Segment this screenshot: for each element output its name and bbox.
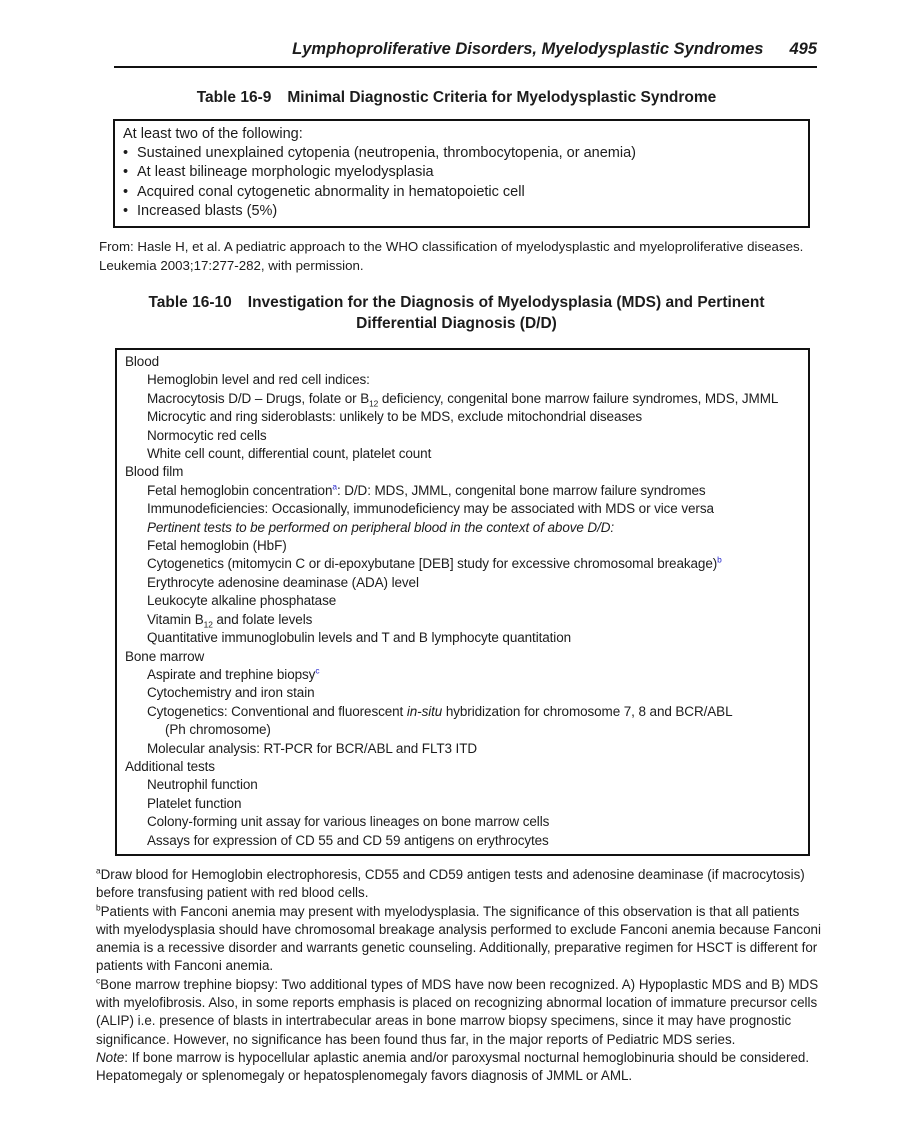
footnote-line: with myelofibrosis. Also, in some reports emphasis is placed on recognizing abnormal location of immature precursor cells: [96, 995, 818, 1011]
table-16-9-caption: [96, 87, 817, 108]
investigation-line: Vitamin $B_{12}$ and folate levels: [147, 611, 313, 630]
criteria-item-text: At least bilineage morphologic myelodysplasia: [137, 164, 434, 181]
investigation-line: Blood film: [125, 464, 184, 480]
investigation-line: Fetal hemoglobin (HbF): [147, 538, 287, 554]
criteria-item-text: Sustained unexplained cytopenia (neutropenia, thrombocytopenia, or anemia): [137, 145, 636, 162]
superscript-marker: b: [96, 902, 101, 913]
criteria-item: [123, 163, 800, 182]
bullet-icon: •: [123, 183, 129, 200]
investigation-line: Cytochemistry and iron stain: [147, 685, 315, 701]
investigation-line: Blood: [125, 354, 160, 370]
superscript-marker: a: [332, 481, 337, 492]
superscript-marker: c: [96, 975, 101, 986]
investigation-line: Assays for expression of CD 55 and CD 59 antigens on erythrocytes: [147, 832, 549, 848]
investigation-line: Pertinent tests to be performed on peripheral blood in the context of above D/D:: [147, 519, 615, 535]
criteria-item-text: Increased blasts (5%): [137, 202, 278, 219]
investigation-line: (Ph chromosome): [165, 722, 271, 738]
footnote-line: (ALIP) i.e. presence of blasts in intertrabecular areas in bone marrow biopsy specimens, since it may have prognostic: [96, 1013, 792, 1029]
source-citation-line: Leukemia 2003;17:277-282, with permission.: [99, 258, 364, 274]
criteria-item: [123, 183, 800, 202]
bullet-icon: •: [123, 202, 129, 219]
italic-text: Note: [96, 1049, 125, 1065]
page-number: 495: [789, 40, 817, 58]
criteria-item-list: [123, 144, 800, 221]
investigation-line: Leukocyte alkaline phosphatase: [147, 593, 337, 609]
bullet-icon: •: [123, 145, 129, 162]
footnote-line: before transfusing patient with red blood cells.: [96, 885, 369, 901]
caption-label: Table 16-9: [196, 89, 272, 106]
caption-label: Table 16-10: [148, 294, 232, 312]
investigation-line: Erythrocyte adenosine deaminase (ADA) level: [147, 574, 419, 590]
investigation-line: Normocytic red cells: [147, 427, 267, 443]
investigation-line: Bone marrow: [125, 648, 205, 664]
investigation-line: Immunodeficiencies: Occasionally, immunodeficiency may be associated with MDS or vice versa: [147, 501, 714, 517]
superscript-marker: a: [96, 865, 101, 876]
investigation-line: Quantitative immunoglobulin levels and T and B lymphocyte quantitation: [147, 630, 572, 646]
footnote-line: $^b$Patients with Fanconi anemia may present with myelodysplasia. The significance of this observation is that all patients: [96, 902, 800, 919]
criteria-intro: At least two of the following:: [123, 126, 303, 142]
footnote-line: Note: If bone marrow is hypocellular aplastic anemia and/or paroxysmal nocturnal hemoglobinuria should be considered.: [96, 1049, 810, 1065]
investigation-line: Aspirate and trephine biopsy$^c$: [147, 665, 320, 682]
investigation-line: Macrocytosis D/D – Drugs, folate or $B_{12}$ deficiency, congenital bone marrow failure syndromes, MDS, JMML: [147, 390, 779, 409]
investigation-line: Hemoglobin level and red cell indices:: [147, 372, 370, 388]
page-header: [96, 40, 817, 59]
investigation-line: Additional tests: [125, 758, 215, 774]
investigation-line: Cytogenetics (mitomycin C or di-epoxybutane [DEB] study for excessive chromosomal breakage)$^b$: [147, 554, 722, 572]
subscript-text: 12: [369, 398, 379, 409]
criteria-box: [113, 119, 810, 228]
source-citation-line: From: Hasle H, et al. A pediatric approach to the WHO classification of myelodysplastic and myeloproliferative diseases.: [99, 239, 804, 255]
bullet-icon: •: [123, 164, 129, 181]
footnote-line: with myelodysplasia should have chromosomal breakage analysis performed to exclude Fanconi anemia because Fanconi: [96, 921, 821, 937]
superscript-marker: c: [315, 665, 320, 676]
caption-line-1: [96, 292, 817, 313]
investigation-line: Microcytic and ring sideroblasts: unlikely to be MDS, exclude mitochondrial diseases: [147, 409, 643, 425]
investigation-line: Colony-forming unit assay for various lineages on bone marrow cells: [147, 814, 550, 830]
footnotes: [96, 865, 821, 1086]
footnote-line: $^c$Bone marrow trephine biopsy: Two additional types of MDS have now been recognized. A) Hypoplastic MDS and B) MDS: [96, 975, 819, 992]
footnote-line: Hepatomegaly or splenomegaly or hepatosplenomegaly favors diagnosis of JMML or AML.: [96, 1068, 633, 1084]
criteria-item: [123, 144, 800, 163]
criteria-item-text: Acquired conal cytogenetic abnormality in hematopoietic cell: [137, 183, 525, 200]
caption-line-2: Differential Diagnosis (D/D): [356, 315, 557, 333]
caption-title: Minimal Diagnostic Criteria for Myelodysplastic Syndrome: [287, 89, 717, 106]
running-head-title: Lymphoproliferative Disorders, Myelodysplastic Syndromes: [292, 40, 764, 58]
investigation-line: Platelet function: [147, 795, 242, 811]
italic-text: in-situ: [406, 703, 443, 719]
header-rule: [114, 66, 817, 68]
investigation-box: [115, 348, 810, 856]
investigation-line: Neutrophil function: [147, 777, 258, 793]
table-16-10-caption: [96, 292, 817, 334]
criteria-item: [123, 202, 800, 221]
caption-title-part-1: Investigation for the Diagnosis of Myelodysplasia (MDS) and Pertinent: [247, 294, 765, 312]
footnote-line: $^a$Draw blood for Hemoglobin electrophoresis, CD55 and CD59 antigen tests and adenosine deaminase (if macrocytosis): [96, 865, 805, 882]
source-citation: [99, 237, 817, 275]
footnote-line: anemia is a recessive disorder and warrants genetic counseling. Additionally, preparative regimen for HSCT is different for: [96, 940, 818, 956]
subscript-text: 12: [203, 619, 213, 630]
investigation-line: Molecular analysis: RT-PCR for BCR/ABL and FLT3 ITD: [147, 740, 478, 756]
investigation-line: Cytogenetics: Conventional and fluorescent in-situ hybridization for chromosome 7, 8 and BCR/ABL: [147, 703, 733, 719]
superscript-marker: b: [717, 554, 722, 565]
investigation-line: Fetal hemoglobin concentration$^a$: D/D: MDS, JMML, congenital bone marrow failure syndromes: [147, 481, 706, 498]
footnote-line: significance. However, no significance has been found thus far, in the major reports of Pediatric MDS series.: [96, 1031, 736, 1047]
investigation-line: White cell count, differential count, platelet count: [147, 446, 432, 462]
footnote-line: patients with Fanconi anemia.: [96, 958, 274, 974]
